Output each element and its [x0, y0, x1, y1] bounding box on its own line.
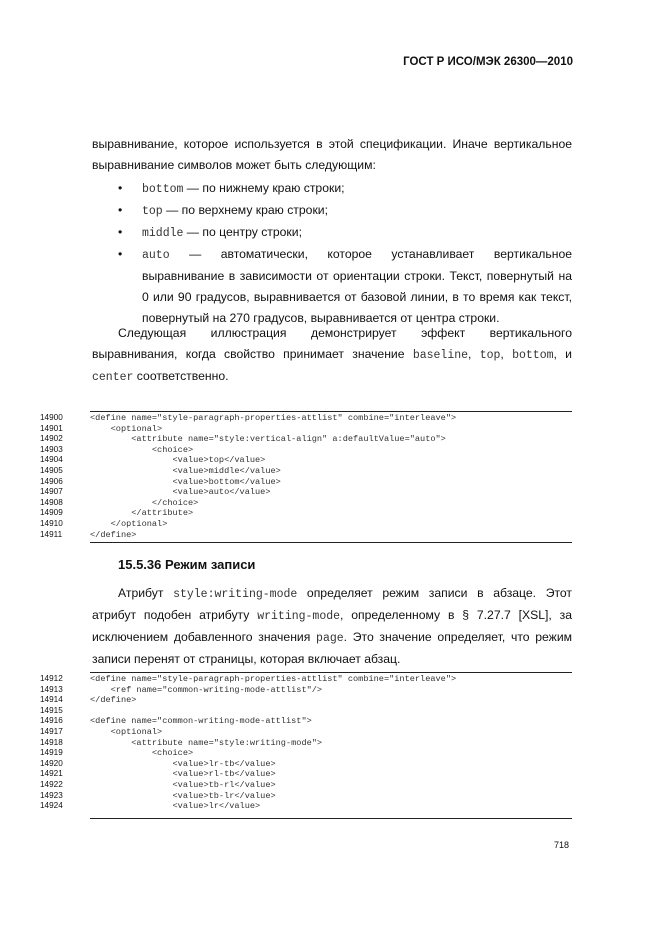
code-line — [40, 759, 572, 770]
code-text: <value>rl-tb</value> — [90, 769, 276, 780]
bullet-item-top — [118, 200, 572, 222]
paragraph-illustration-text: Следующая иллюстрация демонстрирует эффект вертикального выравнивания, когда свойство принимает значение — [92, 326, 572, 361]
code-line — [40, 674, 572, 685]
paragraph-writing-mode-text: определяет режим записи в абзаце. Этот атрибут подобен атрибуту — [92, 586, 572, 622]
code-text: <define name="style-paragraph-properties-attlist" combine="interleave"> — [90, 413, 457, 423]
paragraph-intro-text: выравнивание, которое используется в этой спецификации. Иначе вертикальное выравнивание символов может быть следующим: — [92, 137, 572, 172]
separator-text: , и — [553, 347, 572, 361]
bullet-dot-icon: • — [118, 247, 123, 261]
code-text: <value>top</value> — [90, 455, 266, 466]
bullet-item-middle — [118, 222, 572, 244]
code-line — [40, 530, 572, 541]
code-line — [40, 716, 572, 727]
line-number: 14906 — [40, 476, 63, 486]
bullet-code: bottom — [142, 183, 184, 196]
inline-code-writing-mode: writing-mode — [257, 610, 341, 623]
code-text: </optional> — [90, 518, 168, 529]
code-line — [40, 727, 572, 738]
line-number: 14902 — [40, 434, 63, 444]
code-text: <value>auto</value> — [90, 487, 271, 498]
code-text: </define> — [90, 529, 137, 540]
line-number: 14903 — [40, 444, 63, 454]
code-line — [40, 780, 572, 791]
line-number: 14917 — [40, 726, 63, 736]
code-text: <optional> — [90, 423, 163, 434]
line-number: 14919 — [40, 748, 63, 758]
code-line — [40, 519, 572, 530]
code-line — [40, 455, 572, 466]
code-text: <attribute name="style:vertical-align" a:defaultValue="auto"> — [90, 434, 446, 445]
bullet-text: — по нижнему краю строки; — [183, 181, 345, 195]
code-bottom-rule — [90, 818, 572, 819]
code-line — [40, 498, 572, 509]
bullet-text: — автоматически, которое устанавливает вертикальное выравнивание в зависимости от ориентации строки. Текст, повернутый на 0 или 90 градусов, выравнивается от базовой линии, в то время как текст, повернутый на 270 градусов, выравнивается от центра строки. — [142, 247, 572, 325]
separator-text: , — [500, 347, 513, 361]
code-line — [40, 738, 572, 749]
line-number: 14924 — [40, 801, 63, 811]
code-line — [40, 466, 572, 477]
code-text: <attribute name="style:writing-mode"> — [90, 737, 323, 748]
line-number: 14921 — [40, 769, 63, 779]
code-line — [40, 508, 572, 519]
code-text: <value>middle</value> — [90, 465, 281, 476]
bullet-code: auto — [142, 249, 170, 262]
inline-code-page: page — [316, 632, 344, 645]
code-line — [40, 434, 572, 445]
line-number: 14907 — [40, 487, 63, 497]
bullet-dot-icon: • — [118, 181, 123, 195]
line-number: 14918 — [40, 737, 63, 747]
line-number: 14911 — [40, 529, 63, 539]
code-line — [40, 769, 572, 780]
bullet-text: — по верхнему краю строки; — [162, 203, 328, 217]
line-number: 14922 — [40, 779, 63, 789]
code-line — [40, 748, 572, 759]
code-text: </define> — [90, 695, 137, 706]
code-text: <value>tb-rl</value> — [90, 779, 276, 790]
code-line — [40, 706, 572, 717]
code-line — [40, 445, 572, 456]
code-top-rule — [90, 411, 572, 412]
paragraph-writing-mode-text: Атрибут — [118, 586, 174, 600]
paragraph-writing-mode-end: . Это значение определяет, что режим записи перенят от страницы, которая включает абзац. — [92, 630, 573, 666]
paragraph-illustration-end: соответственно. — [133, 369, 229, 383]
code-text: <define name="common-writing-mode-attlist"> — [90, 716, 312, 727]
code-line — [40, 685, 572, 696]
code-text: <value>lr-tb</value> — [90, 758, 276, 769]
line-number: 14913 — [40, 684, 63, 694]
inline-code-baseline: baseline — [412, 349, 469, 362]
paragraph-illustration — [92, 323, 572, 388]
code-top-rule — [90, 672, 572, 673]
code-text: <value>lr</value> — [90, 801, 261, 812]
code-bottom-rule — [90, 542, 572, 543]
code-text: <optional> — [90, 726, 163, 737]
line-number: 14905 — [40, 465, 63, 475]
bullet-item-bottom — [118, 178, 572, 200]
separator-text: , — [468, 347, 480, 361]
code-text: <choice> — [90, 748, 194, 759]
page-number: 718 — [553, 840, 569, 850]
code-line — [40, 801, 572, 812]
paragraph-writing-mode — [92, 583, 572, 670]
code-text: <ref name="common-writing-mode-attlist"/> — [90, 684, 323, 695]
standard-header: ГОСТ Р ИСО/МЭК 26300—2010 — [403, 56, 573, 68]
bullet-code: top — [142, 205, 163, 218]
line-number: 14912 — [40, 674, 63, 683]
bullet-text: — по центру строки; — [183, 225, 302, 239]
line-number: 14908 — [40, 497, 63, 507]
paragraph-intro — [92, 134, 572, 176]
line-number: 14900 — [40, 413, 63, 422]
code-line — [40, 791, 572, 802]
bullet-list — [118, 178, 572, 329]
code-text: <choice> — [90, 444, 194, 455]
section-title: 15.5.36 Режим записи — [118, 557, 256, 572]
code-line — [40, 477, 572, 488]
code-line — [40, 695, 572, 706]
inline-code-style-writing-mode: style:writing-mode — [173, 588, 298, 601]
code-text: </choice> — [90, 497, 199, 508]
line-number: 14920 — [40, 758, 63, 768]
bullet-code: middle — [142, 227, 184, 240]
bullet-dot-icon: • — [118, 225, 123, 239]
bullet-dot-icon: • — [118, 203, 123, 217]
code-line — [40, 413, 572, 424]
line-number: 14901 — [40, 423, 63, 433]
paragraph-writing-mode-text: , определенному в § 7.27.7 [XSL], за исключением добавленного значения — [92, 608, 573, 644]
inline-code-center: center — [92, 371, 134, 384]
inline-code-bottom: bottom — [512, 349, 554, 362]
line-number: 14916 — [40, 716, 63, 726]
line-number: 14910 — [40, 518, 63, 528]
line-number: 14914 — [40, 695, 63, 705]
code-text: <define name="style-paragraph-properties-attlist" combine="interleave"> — [90, 674, 457, 684]
code-text: <value>bottom</value> — [90, 476, 281, 487]
line-number: 14909 — [40, 508, 63, 518]
line-number: 14915 — [40, 705, 63, 715]
line-number: 14904 — [40, 455, 63, 465]
code-text: </attribute> — [90, 508, 194, 519]
inline-code-top: top — [479, 349, 501, 362]
code-line — [40, 487, 572, 498]
line-number: 14923 — [40, 790, 63, 800]
code-text: <value>tb-lr</value> — [90, 790, 276, 801]
code-line — [40, 424, 572, 435]
bullet-item-auto — [118, 244, 572, 329]
